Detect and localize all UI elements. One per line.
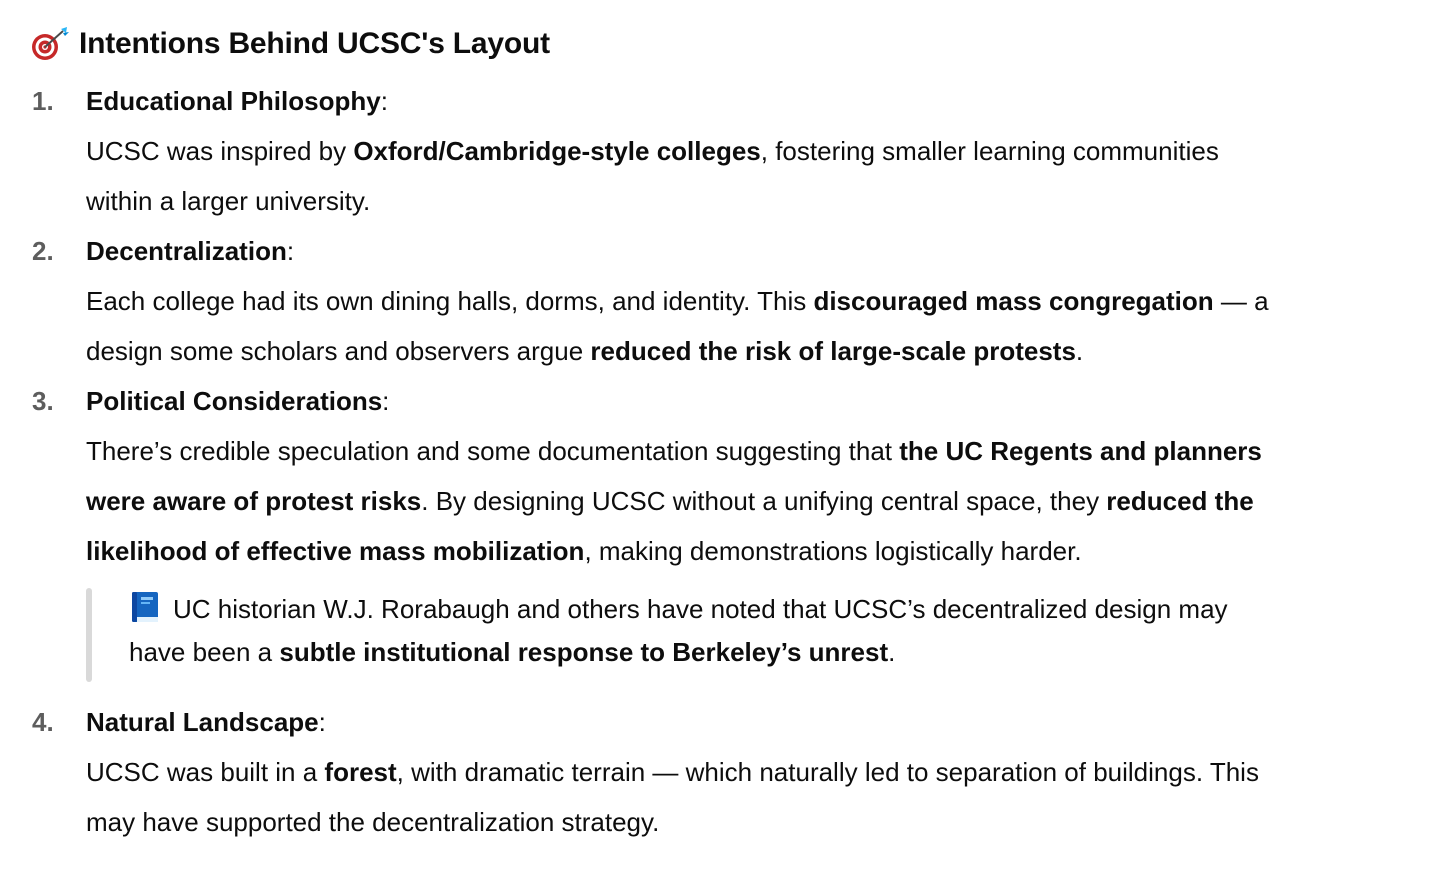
quote-line: UC historian W.J. Rorabaugh and others have noted that UCSC’s decentralized design may	[129, 588, 1228, 631]
target-icon	[30, 26, 70, 62]
body-line: likelihood of effective mass mobilization, making demonstrations logistically harder.	[86, 536, 1082, 566]
item-body	[86, 747, 1416, 847]
item-body	[86, 126, 1416, 226]
body-line: design some scholars and observers argue reduced the risk of large-scale protests.	[86, 336, 1084, 366]
item-title: Natural Landscape:	[86, 707, 326, 737]
body-line: were aware of protest risks. By designing UCSC without a unifying central space, they reduced the	[86, 486, 1254, 516]
blockquote-text	[129, 588, 1228, 674]
blockquote	[86, 588, 1386, 682]
item-body	[86, 426, 1416, 576]
body-line: UCSC was built in a forest, with dramatic terrain — which naturally led to separation of buildings. This	[86, 757, 1259, 787]
quote-line: have been a subtle institutional response to Berkeley’s unrest.	[129, 637, 896, 667]
list-number: 2.	[32, 236, 54, 266]
section-heading	[30, 24, 550, 64]
body-line: may have supported the decentralization strategy.	[86, 807, 660, 837]
item-title: Political Considerations:	[86, 386, 390, 416]
list-number: 3.	[32, 386, 54, 416]
item-body	[86, 276, 1416, 376]
item-title: Educational Philosophy:	[86, 86, 388, 116]
body-line: Each college had its own dining halls, dorms, and identity. This discouraged mass congregation — a	[86, 286, 1269, 316]
blockquote-bar	[86, 588, 92, 682]
list-number: 4.	[32, 707, 54, 737]
body-line: within a larger university.	[86, 186, 371, 216]
list-number: 1.	[32, 86, 54, 116]
item-title: Decentralization:	[86, 236, 295, 266]
book-icon	[129, 590, 161, 624]
body-line: UCSC was inspired by Oxford/Cambridge-style colleges, fostering smaller learning communities	[86, 136, 1219, 166]
page-title: Intentions Behind UCSC's Layout	[79, 27, 550, 60]
body-line: There’s credible speculation and some documentation suggesting that the UC Regents and planners	[86, 436, 1262, 466]
